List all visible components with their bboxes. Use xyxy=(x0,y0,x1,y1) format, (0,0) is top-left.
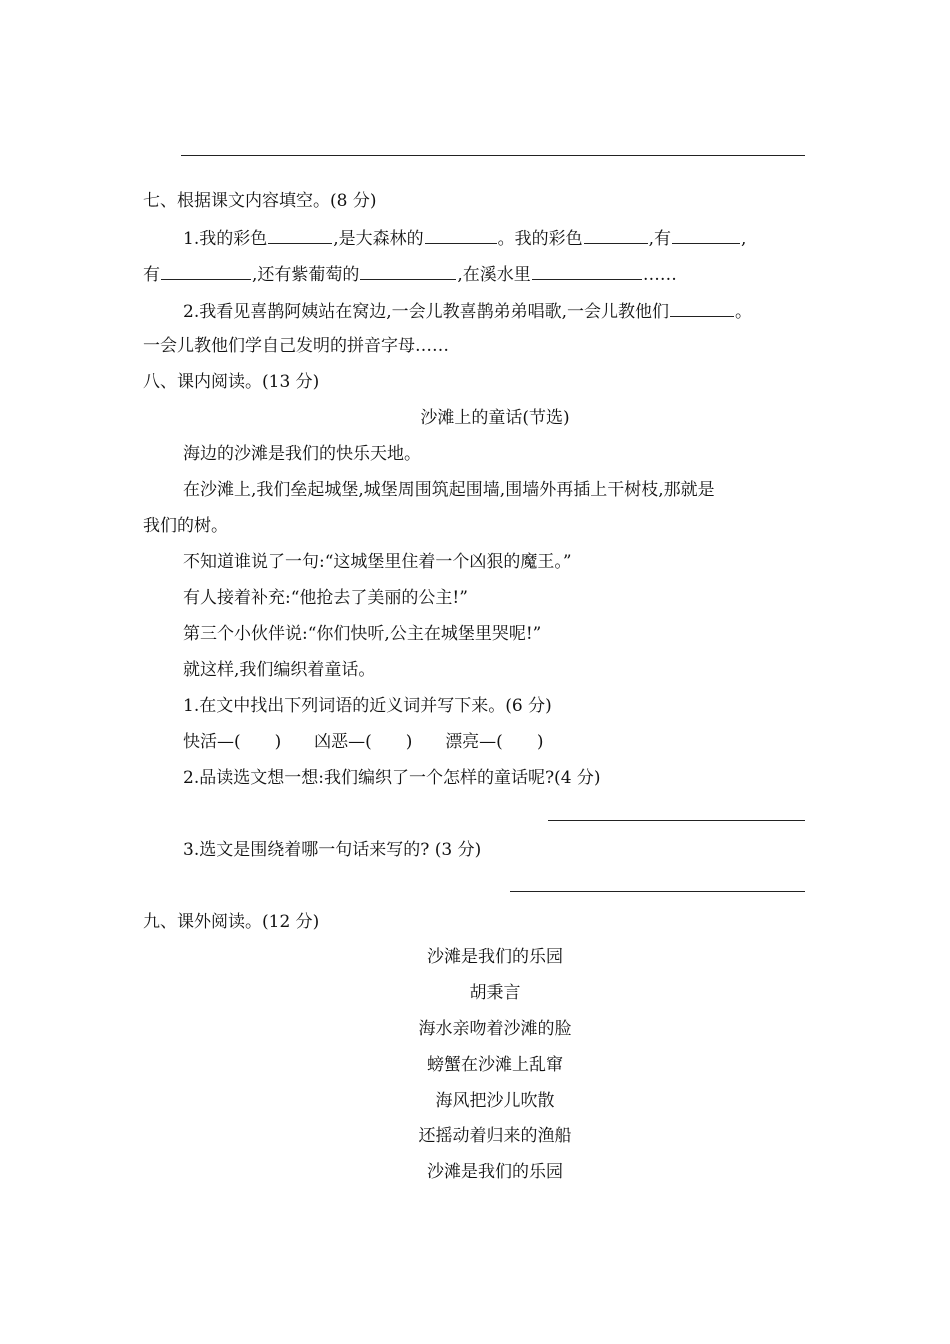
passage-paragraph: 有人接着补充:“他抢去了美丽的公主!” xyxy=(183,588,468,608)
poem-line: 海风把沙儿吹散 xyxy=(435,1091,555,1111)
section-7-title: 七、根据课文内容填空。(8 分) xyxy=(143,191,377,211)
poem-line: 海水亲吻着沙滩的脸 xyxy=(418,1019,572,1039)
fill-blank[interactable] xyxy=(532,262,642,280)
fill-blank[interactable] xyxy=(670,299,734,317)
answer-line[interactable] xyxy=(548,820,805,821)
question-8-1: 1.在文中找出下列词语的近义词并写下来。(6 分) xyxy=(183,696,552,716)
poem-title: 沙滩是我们的乐园 xyxy=(427,947,563,967)
synonym-item[interactable]: 快活—( ) xyxy=(183,732,282,752)
fill-blank[interactable] xyxy=(672,226,740,244)
fill-blank[interactable] xyxy=(161,262,251,280)
synonym-row xyxy=(183,731,543,753)
question-8-3: 3.选文是围绕着哪一句话来写的? (3 分) xyxy=(183,840,482,860)
synonym-item[interactable]: 凶恶—( ) xyxy=(314,732,413,752)
synonym-item[interactable]: 漂亮—( ) xyxy=(445,732,544,752)
poem-line: 沙滩是我们的乐园 xyxy=(427,1162,563,1182)
poem-author: 胡秉言 xyxy=(469,983,521,1003)
poem-line: 螃蟹在沙滩上乱窜 xyxy=(427,1055,563,1075)
fill-blank[interactable] xyxy=(425,226,497,244)
question-7-2-line2: 一会儿教他们学自己发明的拼音字母…… xyxy=(143,336,449,356)
passage-paragraph: 我们的树。 xyxy=(143,516,228,536)
section-9-title: 九、课外阅读。(12 分) xyxy=(143,912,320,932)
passage-paragraph: 海边的沙滩是我们的快乐天地。 xyxy=(183,444,421,464)
question-8-2: 2.品读选文想一想:我们编织了一个怎样的童话呢?(4 分) xyxy=(183,768,601,788)
passage-paragraph: 在沙滩上,我们垒起城堡,城堡周围筑起围墙,围墙外再插上干树枝,那就是 xyxy=(183,480,715,500)
answer-line[interactable] xyxy=(510,891,805,892)
passage-paragraph: 就这样,我们编织着童话。 xyxy=(183,660,376,680)
question-7-1-line2: 有 ,还有紫葡萄的 ,在溪水里 …… xyxy=(143,262,677,286)
passage-paragraph: 不知道谁说了一句:“这城堡里住着一个凶狠的魔王。” xyxy=(183,552,572,572)
fill-blank[interactable] xyxy=(268,226,332,244)
passage-title: 沙滩上的童话(节选) xyxy=(420,408,570,428)
question-7-1-line1: 1.我的彩色 ,是大森林的 。我的彩色 ,有 , xyxy=(183,226,746,250)
question-7-2-line1: 2.我看见喜鹊阿姨站在窝边,一会儿教喜鹊弟弟唱歌,一会儿教他们 。 xyxy=(183,299,752,323)
fill-blank[interactable] xyxy=(584,226,648,244)
passage-paragraph: 第三个小伙伴说:“你们快听,公主在城堡里哭呢!” xyxy=(183,624,542,644)
poem-line: 还摇动着归来的渔船 xyxy=(418,1126,572,1146)
fill-blank[interactable] xyxy=(360,262,456,280)
section-8-title: 八、课内阅读。(13 分) xyxy=(143,372,320,392)
answer-line-top xyxy=(181,155,805,156)
